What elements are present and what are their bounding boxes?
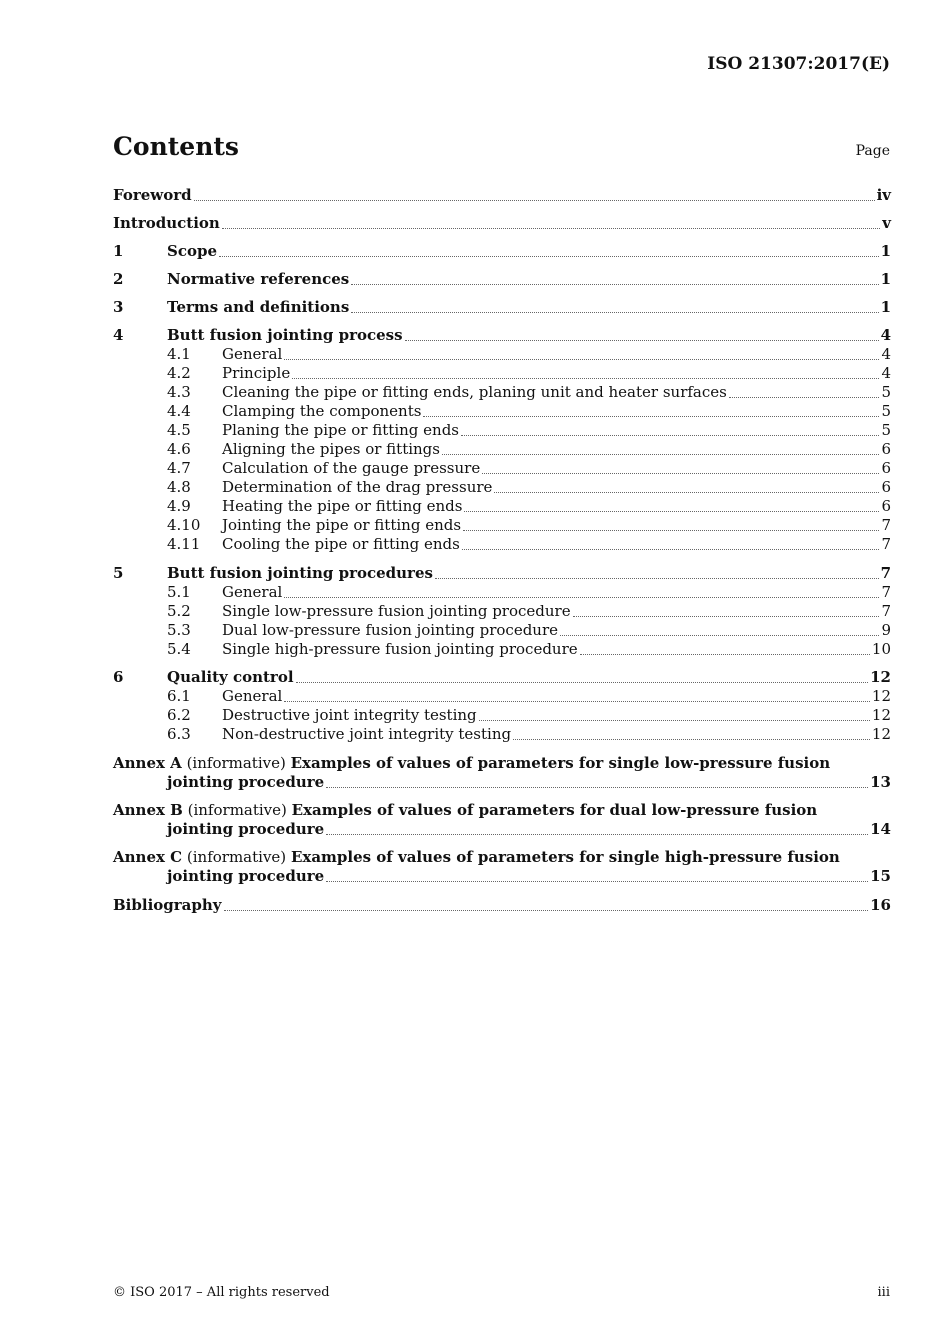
toc-page: 1 — [880, 270, 891, 288]
toc-number: 4.5 — [167, 421, 191, 439]
toc-page: iv — [876, 186, 891, 204]
annex-heading-line — [113, 801, 891, 820]
toc-number: 6.3 — [167, 725, 191, 743]
toc-number: 4.3 — [167, 383, 191, 401]
toc-entry-4-9[interactable] — [113, 497, 891, 516]
dot-leader — [461, 434, 879, 436]
toc-page: 12 — [871, 725, 891, 743]
toc-page: 4 — [881, 345, 891, 363]
toc-title: Clamping the components — [222, 402, 422, 420]
toc-page: 7 — [881, 535, 891, 553]
annex-type: (informative) — [186, 754, 286, 772]
annex-title: Examples of values of parameters for single low-pressure fusion — [290, 754, 831, 772]
annex-label: Annex C — [113, 848, 183, 866]
dot-leader — [463, 529, 879, 531]
dot-leader — [351, 283, 878, 285]
toc-number: 4.7 — [167, 459, 191, 477]
toc-number: 4 — [113, 326, 124, 344]
dot-leader — [224, 909, 869, 911]
dot-leader — [580, 653, 870, 655]
toc-page: 9 — [881, 621, 891, 639]
dot-leader — [442, 453, 879, 455]
toc-entry-4-10[interactable] — [113, 516, 891, 535]
toc-number: 5.4 — [167, 640, 191, 658]
toc-number: 4.10 — [167, 516, 201, 534]
toc-entry-5-1[interactable] — [113, 583, 891, 602]
toc-entry-5-4[interactable] — [113, 640, 891, 659]
dot-leader — [222, 227, 880, 229]
toc-page: 1 — [880, 298, 891, 316]
toc-title: Butt fusion jointing process — [167, 326, 403, 344]
dot-leader — [729, 396, 880, 398]
toc-title: Principle — [222, 364, 291, 382]
toc-page: 12 — [870, 668, 891, 686]
toc-title: Jointing the pipe or fitting ends — [222, 516, 462, 534]
toc-page: 7 — [881, 602, 891, 620]
toc-number: 4.9 — [167, 497, 191, 515]
toc-number: 4.4 — [167, 402, 191, 420]
toc-entry-4-2[interactable] — [113, 364, 891, 383]
dot-leader — [194, 199, 875, 201]
toc-page: 12 — [871, 687, 891, 705]
dot-leader — [326, 833, 868, 835]
toc-page: 10 — [871, 640, 891, 658]
toc-title: Dual low-pressure fusion jointing procedure — [222, 621, 559, 639]
toc-page: 16 — [870, 896, 891, 914]
toc-title: Calculation of the gauge pressure — [222, 459, 481, 477]
toc-number: 1 — [113, 242, 124, 260]
toc-number: 6.2 — [167, 706, 191, 724]
toc-title: Quality control — [167, 668, 294, 686]
dot-leader — [560, 634, 879, 636]
toc-title: Single high-pressure fusion jointing procedure — [222, 640, 578, 658]
toc-entry-6-3[interactable] — [113, 725, 891, 744]
annex-continuation-line — [113, 867, 891, 886]
toc-page: 7 — [881, 583, 891, 601]
dot-leader — [351, 311, 878, 313]
toc-title: Normative references — [167, 270, 350, 288]
toc-number: 4.6 — [167, 440, 191, 458]
copyright-notice: © ISO 2017 – All rights reserved — [113, 1285, 330, 1300]
toc-page: 5 — [881, 421, 891, 439]
toc-entry-6-2[interactable] — [113, 706, 891, 725]
toc-entry-4-7[interactable] — [113, 459, 891, 478]
annex-label: Annex B — [113, 801, 183, 819]
toc-page: v — [882, 214, 891, 232]
annex-title: Examples of values of parameters for single high-pressure fusion — [290, 848, 840, 866]
toc-page: 7 — [881, 516, 891, 534]
dot-leader — [423, 415, 879, 417]
contents-heading: Contents — [113, 132, 240, 161]
annex-type: (informative) — [187, 801, 287, 819]
toc-entry-4-1[interactable] — [113, 345, 891, 364]
dot-leader — [435, 577, 879, 579]
page-column-label: Page — [855, 143, 890, 159]
toc-entry-4[interactable] — [113, 326, 891, 345]
dot-leader — [513, 738, 870, 740]
toc-page: 5 — [881, 383, 891, 401]
toc-entry-annex-a[interactable] — [113, 754, 891, 792]
toc-entry-3[interactable] — [113, 298, 891, 317]
toc-title: Terms and definitions — [167, 298, 350, 316]
toc-entry-5-2[interactable] — [113, 602, 891, 621]
toc-title: Butt fusion jointing procedures — [167, 564, 433, 582]
toc-number: 5.3 — [167, 621, 191, 639]
toc-entry-6[interactable] — [113, 668, 891, 687]
dot-leader — [462, 548, 880, 550]
toc-entry-4-4[interactable] — [113, 402, 891, 421]
toc-title: Cooling the pipe or fitting ends — [222, 535, 460, 553]
toc-page: 4 — [880, 326, 891, 344]
toc-entry-4-5[interactable] — [113, 421, 891, 440]
toc-entry-bibliography[interactable] — [113, 896, 891, 915]
dot-leader — [573, 615, 880, 617]
toc-number: 5 — [113, 564, 124, 582]
toc-page: 5 — [881, 402, 891, 420]
dot-leader — [284, 596, 879, 598]
toc-entry-4-11[interactable] — [113, 535, 891, 554]
annex-title: Examples of values of parameters for dual low-pressure fusion — [291, 801, 818, 819]
toc-entry-4-3[interactable] — [113, 383, 891, 402]
dot-leader — [326, 786, 868, 788]
toc-page: 14 — [870, 820, 891, 838]
toc-entry-annex-b[interactable] — [113, 801, 891, 839]
toc-entry-introduction[interactable] — [113, 214, 891, 233]
annex-type: (informative) — [186, 848, 287, 866]
toc-entry-1[interactable] — [113, 242, 891, 261]
toc-title: General — [222, 345, 283, 363]
dot-leader — [284, 358, 879, 360]
toc-entry-2[interactable] — [113, 270, 891, 289]
page-number: iii — [877, 1285, 890, 1300]
dot-leader — [405, 339, 879, 341]
dot-leader — [482, 472, 879, 474]
toc-title: Bibliography — [113, 896, 222, 914]
toc-title: General — [222, 583, 283, 601]
document-id: ISO 21307:2017(E) — [707, 54, 890, 74]
toc-entry-5-3[interactable] — [113, 621, 891, 640]
toc-page: 6 — [881, 440, 891, 458]
toc-number: 2 — [113, 270, 124, 288]
toc-title: Non-destructive joint integrity testing — [222, 725, 512, 743]
toc-number: 3 — [113, 298, 124, 316]
toc-number: 4.8 — [167, 478, 191, 496]
toc-title: General — [222, 687, 283, 705]
toc-number: 4.1 — [167, 345, 191, 363]
annex-heading-line — [113, 848, 891, 867]
toc-page: 7 — [880, 564, 891, 582]
toc-title: Aligning the pipes or fittings — [222, 440, 440, 458]
annex-continuation-line — [113, 773, 891, 792]
toc-title: Cleaning the pipe or fitting ends, planing unit and heater surfaces — [222, 383, 727, 401]
annex-heading-line — [113, 754, 891, 773]
toc-title: Planing the pipe or fitting ends — [222, 421, 459, 439]
toc-title: Introduction — [113, 214, 220, 232]
toc-title: Scope — [167, 242, 218, 260]
table-of-contents — [113, 185, 891, 915]
dot-leader — [296, 681, 869, 683]
toc-page: 12 — [871, 706, 891, 724]
dot-leader — [464, 510, 879, 512]
toc-entry-5[interactable] — [113, 564, 891, 583]
toc-number: 6 — [113, 668, 124, 686]
toc-entry-4-6[interactable] — [113, 440, 891, 459]
toc-number: 6.1 — [167, 687, 191, 705]
dot-leader — [292, 377, 879, 379]
toc-entry-4-8[interactable] — [113, 478, 891, 497]
annex-title-cont: jointing procedure — [167, 820, 325, 838]
dot-leader — [219, 255, 879, 257]
toc-page: 15 — [870, 867, 891, 885]
toc-entry-6-1[interactable] — [113, 687, 891, 706]
toc-page: 13 — [870, 773, 891, 791]
annex-title-cont: jointing procedure — [167, 773, 325, 791]
dot-leader — [326, 880, 868, 882]
toc-page: 6 — [881, 497, 891, 515]
toc-page: 4 — [881, 364, 891, 382]
toc-entry-foreword[interactable] — [113, 186, 891, 205]
toc-page: 6 — [881, 459, 891, 477]
dot-leader — [494, 491, 879, 493]
toc-entry-annex-c[interactable] — [113, 848, 891, 886]
toc-title: Determination of the drag pressure — [222, 478, 493, 496]
toc-title: Single low-pressure fusion jointing procedure — [222, 602, 571, 620]
dot-leader — [284, 700, 870, 702]
toc-number: 4.11 — [167, 535, 201, 553]
toc-title: Heating the pipe or fitting ends — [222, 497, 463, 515]
toc-number: 4.2 — [167, 364, 191, 382]
toc-page: 1 — [880, 242, 891, 260]
dot-leader — [479, 719, 870, 721]
toc-title: Foreword — [113, 186, 192, 204]
annex-continuation-line — [113, 820, 891, 839]
annex-label: Annex A — [113, 754, 182, 772]
toc-number: 5.2 — [167, 602, 191, 620]
toc-page: 6 — [881, 478, 891, 496]
toc-number: 5.1 — [167, 583, 191, 601]
annex-title-cont: jointing procedure — [167, 867, 325, 885]
toc-title: Destructive joint integrity testing — [222, 706, 477, 724]
